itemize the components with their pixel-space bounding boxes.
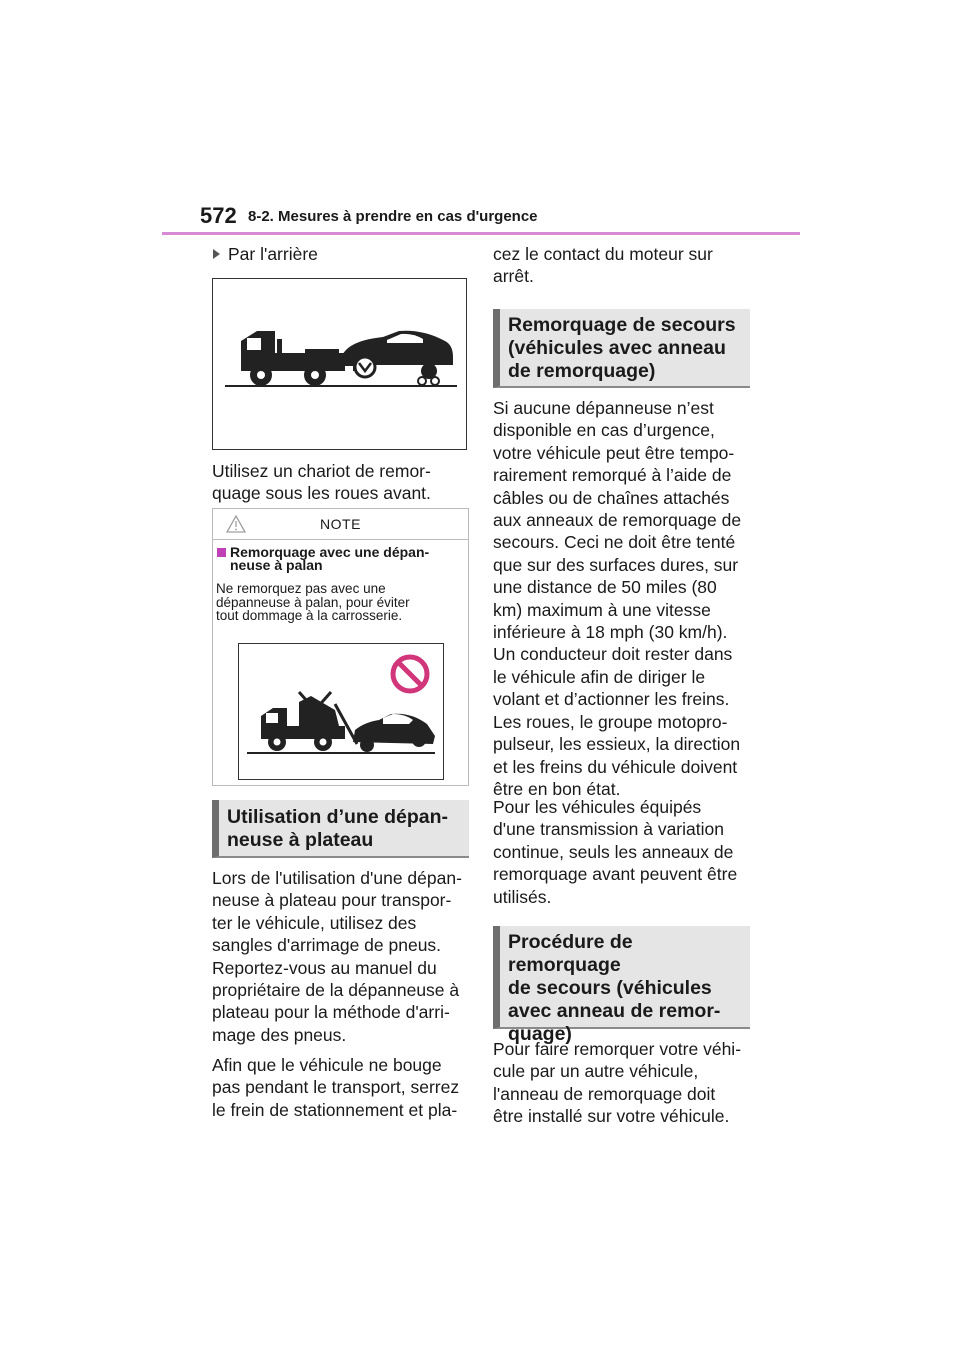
- text-line: km) maximum à une vitesse: [493, 599, 711, 620]
- heading-line: de secours (véhicules: [508, 977, 712, 999]
- flatbed-paragraph-1: [212, 867, 470, 1046]
- heading-line: Utilisation d’une dépan-: [227, 806, 449, 828]
- caption-line: Utilisez un chariot de remor-: [212, 461, 431, 481]
- wheel-lift-prohibited-illustration: [238, 643, 444, 780]
- emergency-towing-paragraph: [493, 397, 753, 800]
- note-heading-line: neuse à palan: [230, 557, 323, 573]
- text-line: continue, seuls les anneaux de: [493, 841, 734, 862]
- section-title: 8-2. Mesures à prendre en cas d'urgence: [248, 208, 538, 225]
- text-line: être installé sur votre véhicule.: [493, 1106, 730, 1127]
- heading-line: neuse à plateau: [227, 829, 374, 851]
- text-line: neuse à plateau pour transpor-: [212, 890, 452, 911]
- note-title-text: NOTE: [320, 516, 361, 532]
- text-line: Un conducteur doit rester dans: [493, 644, 733, 665]
- heading-line: Remorquage de secours: [508, 314, 736, 336]
- text-line: sangles d'arrimage de pneus.: [212, 935, 442, 956]
- text-line: pulseur, les essieux, la direction: [493, 734, 741, 755]
- heading-line: Procédure de remorquage: [508, 931, 633, 976]
- text-line: utilisés.: [493, 886, 552, 907]
- note-divider: [213, 539, 468, 540]
- note-title: [213, 516, 468, 532]
- text-line: votre véhicule peut être tempo-: [493, 442, 735, 463]
- text-line: cule par un autre véhicule,: [493, 1061, 699, 1082]
- text-line: l'anneau de remorquage doit: [493, 1083, 716, 1104]
- flatbed-heading: [212, 800, 469, 858]
- square-bullet-icon: [217, 548, 226, 557]
- heading-line: de remorquage): [508, 360, 656, 382]
- text-line: volant et d’actionner les freins.: [493, 689, 730, 710]
- text-line: propriétaire de la dépanneuse à: [212, 980, 460, 1001]
- text-line: d'une transmission à variation: [493, 819, 724, 840]
- text-line: que sur des surfaces dures, sur: [493, 554, 739, 575]
- heading-line: quage): [508, 1023, 572, 1045]
- tow-dolly-drawing: [213, 279, 465, 448]
- text-line: pas pendant le transport, serrez: [212, 1077, 460, 1098]
- continued-paragraph: [493, 243, 753, 288]
- text-line: Pour les véhicules équipés: [493, 797, 702, 817]
- text-line: une distance de 50 miles (80: [493, 577, 717, 598]
- text-line: et les freins du véhicule doivent: [493, 756, 738, 777]
- text-line: remorquage avant peuvent être: [493, 864, 738, 885]
- heading-line: avec anneau de remor-: [508, 1000, 721, 1022]
- prohibited-icon: [393, 657, 427, 691]
- figure-caption: [212, 460, 470, 505]
- towing-procedure-paragraph: [493, 1038, 753, 1128]
- cvt-paragraph: [493, 796, 753, 908]
- note-text-line: Ne remorquez pas avec une: [216, 581, 386, 596]
- page-number: 572: [200, 203, 237, 228]
- flatbed-paragraph-2: [212, 1054, 470, 1121]
- header-rule: [162, 232, 800, 235]
- heading-line: (véhicules avec anneau: [508, 337, 726, 359]
- bullet-item: [213, 243, 318, 265]
- text-line: mage des pneus.: [212, 1024, 347, 1045]
- note-heading: [217, 546, 463, 572]
- wheel-lift-drawing: [239, 644, 442, 778]
- triangle-bullet-icon: [213, 249, 220, 259]
- note-text: [216, 582, 464, 623]
- text-line: être en bon état.: [493, 778, 621, 799]
- text-line: le véhicule afin de diriger le: [493, 666, 706, 687]
- text-line: Afin que le véhicule ne bouge: [212, 1055, 442, 1075]
- emergency-towing-heading: [493, 309, 750, 388]
- text-line: inférieure à 18 mph (30 km/h).: [493, 622, 728, 643]
- text-line: disponible en cas d’urgence,: [493, 420, 715, 441]
- note-heading-line: Remorquage avec une dépan-: [230, 544, 430, 560]
- text-line: Les roues, le groupe motopro-: [493, 711, 728, 732]
- note-text-line: tout dommage à la carrosserie.: [216, 608, 403, 623]
- text-line: aux anneaux de remorquage de: [493, 510, 742, 531]
- text-line: rairement remorqué à l’aide de: [493, 465, 732, 486]
- text-line: secours. Ceci ne doit être tenté: [493, 532, 736, 553]
- tow-dolly-illustration: [212, 278, 467, 450]
- towing-procedure-heading: [493, 926, 750, 1045]
- text-line: ter le véhicule, utilisez des: [212, 912, 417, 933]
- note-text-line: dépanneuse à palan, pour éviter: [216, 594, 410, 610]
- text-line: cez le contact du moteur sur: [493, 244, 713, 264]
- text-line: Pour faire remorquer votre véhi-: [493, 1039, 742, 1059]
- bullet-label: Par l'arrière: [228, 244, 318, 264]
- text-line: plateau pour la méthode d'arri-: [212, 1002, 450, 1023]
- text-line: Si aucune dépanneuse n’est: [493, 398, 714, 418]
- text-line: Reportez-vous au manuel du: [212, 957, 437, 978]
- caption-line: quage sous les roues avant.: [212, 483, 431, 504]
- text-line: le frein de stationnement et pla-: [212, 1099, 458, 1120]
- warning-icon: [226, 515, 246, 536]
- text-line: arrêt.: [493, 266, 534, 287]
- note-box: [212, 508, 469, 786]
- text-line: Lors de l'utilisation d'une dépan-: [212, 868, 462, 888]
- text-line: câbles ou de chaînes attachés: [493, 487, 730, 508]
